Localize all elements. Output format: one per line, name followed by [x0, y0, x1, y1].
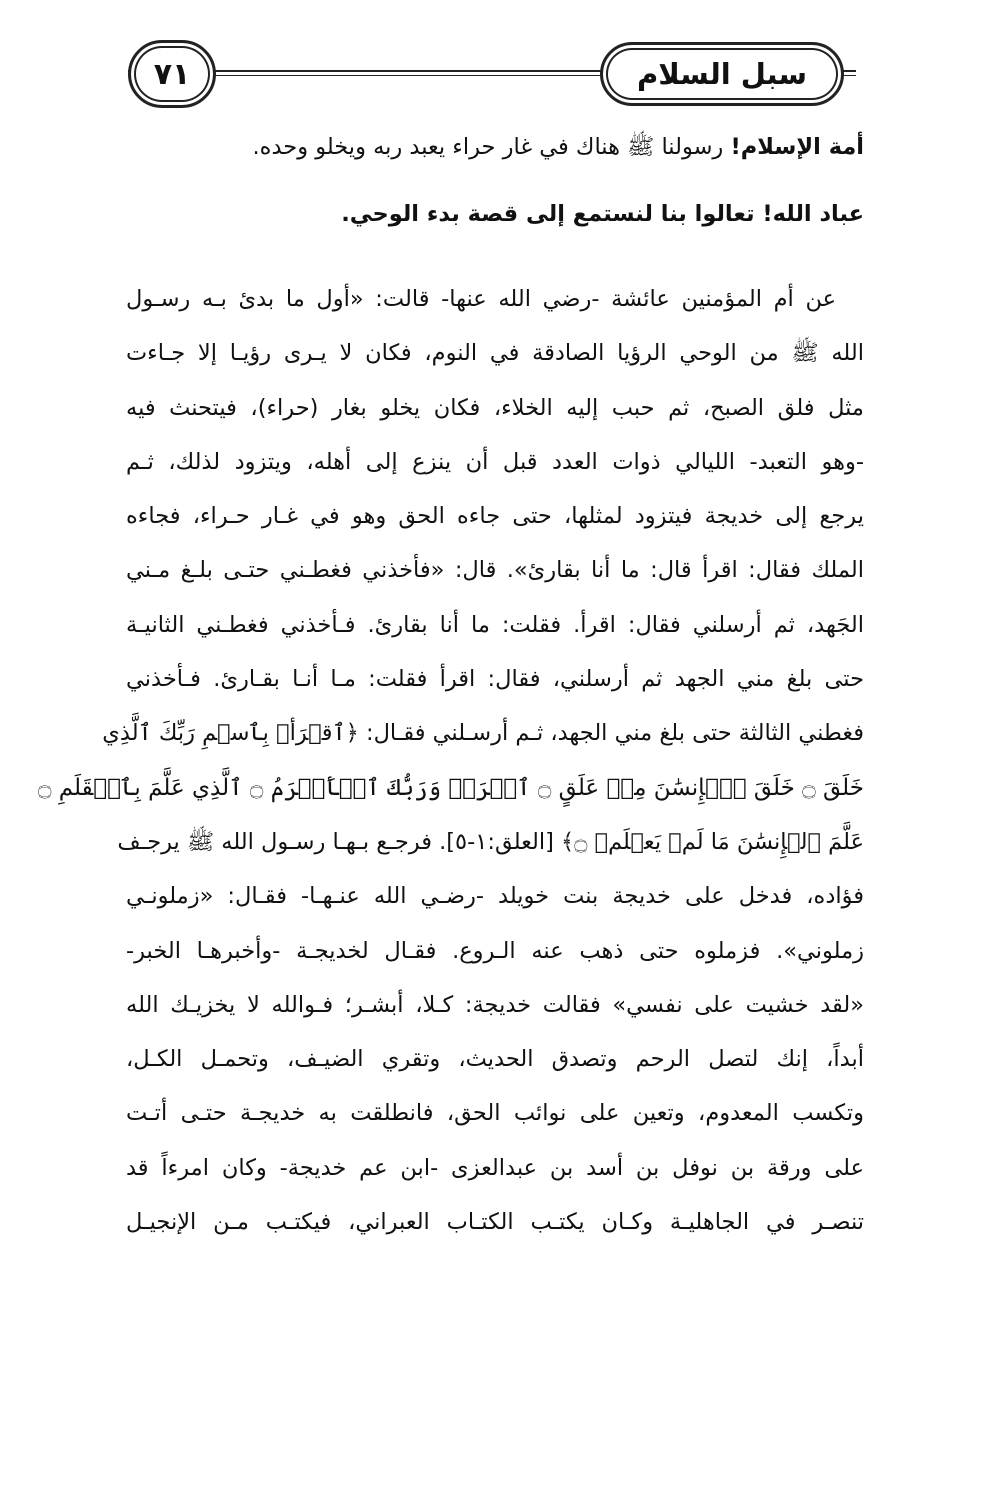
text-line: مثل فلق الصبح، ثم حبب إليه الخلاء، فكان يخلو بغار (حراء)، فيتحنث فيه — [126, 394, 864, 421]
page-number-badge — [128, 40, 216, 108]
text-line: فؤاده، فدخل على خديجة بنت خويلد -رضـي الله عنـهـا- فقـال: «زملونـي — [126, 883, 864, 910]
text-line: عَلَّمَ ٱلۡإِنسَٰنَ مَا لَمۡ يَعۡلَمۡ ۝﴾ [العلق:١-٥]. فرجـع بـهـا رسـول الله ﷺ يرجـف — [117, 828, 864, 855]
main-paragraph — [37, 272, 864, 1249]
page-number: ٧١ — [153, 56, 191, 92]
text-line: حتى بلغ مني الجهد ثم أرسلني، فقال: اقرأ فقلت: مـا أنـا بقـارئ. فـأخذني — [126, 666, 864, 693]
text-line: زملوني». فزملوه حتى ذهب عنه الـروع. فقـال لخديجـة -وأخبرهـا الخبر- — [126, 937, 864, 964]
text-line: تنصـر في الجاهليـة وكـان يكتـب الكتـاب العبراني، فيكتـب مـن الإنجيـل — [126, 1209, 864, 1236]
text-line: فغطني الثالثة حتى بلغ مني الجهد، ثـم أرسـلني فقـال: ﴿ٱقۡرَأۡ بِٱسۡمِ رَبِّكَ ٱلَّذِي — [102, 720, 864, 747]
intro-paragraph-2 — [126, 195, 864, 233]
intro-block — [126, 128, 864, 262]
intro-lead-2: عباد الله! تعالوا بنا لنستمع إلى قصة بدء الوحي. — [341, 201, 864, 227]
text-line: وتكسب المعدوم، وتعين على نوائب الحق، فانطلقت به خديجـة حتـى أتـت — [126, 1100, 864, 1127]
text-line: الملك فقال: اقرأ قال: ما أنا بقارئ». قال: «فأخذني فغطـني حتـى بلـغ مـني — [126, 557, 864, 584]
intro-paragraph-1 — [126, 128, 864, 166]
text-line: على ورقة بن نوفل بن أسد بن عبدالعزى -ابن عم خديجة- وكان امرءاً قد — [126, 1154, 864, 1181]
text-line: الجَهد، ثم أرسلني فقال: اقرأ. فقلت: ما أنا بقارئ. فـأخذني فغطـني الثانيـة — [126, 611, 864, 638]
book-title-badge — [600, 42, 844, 106]
intro-rest-1: رسولنا ﷺ هناك في غار حراء يعبد ربه ويخلو وحده. — [252, 134, 731, 160]
text-line: يرجع إلى خديجة فيتزود لمثلها، حتى جاءه الحق وهو في غـار حـراء، فجاءه — [126, 503, 864, 530]
text-line: -وهو التعبد- الليالي ذوات العدد قبل أن ينزع إلى أهله، ويتزود لذلك، ثـم — [126, 448, 864, 475]
text-line: عن أم المؤمنين عائشة -رضي الله عنها- قالت: «أول ما بدئ بـه رسـول — [126, 286, 836, 312]
quran-verse-line: خَلَقَ ۝ خَلَقَ ٱلۡإِنسَٰنَ مِنۡ عَلَقٍ ۝ ٱقۡرَأۡ وَرَبُّكَ ٱلۡأَكۡرَمُ ۝ ٱلَّذِي عَلَّمَ بِٱلۡقَلَمِ ۝ — [37, 774, 864, 801]
text-line: «لقد خشيت على نفسي» فقالت خديجة: كـلا، أبشـر؛ فـوالله لا يخزيـك الله — [126, 991, 864, 1018]
text-line: الله ﷺ من الوحي الرؤيا الصادقة في النوم، فكان لا يـرى رؤيـا إلا جـاءت — [126, 340, 864, 367]
intro-lead-1: أمة الإسلام! — [730, 134, 864, 160]
text-line: أبداً، إنك لتصل الرحم وتصدق الحديث، وتقري الضيـف، وتحمـل الكـل، — [126, 1046, 864, 1073]
book-title: سبل السلام — [637, 57, 807, 91]
